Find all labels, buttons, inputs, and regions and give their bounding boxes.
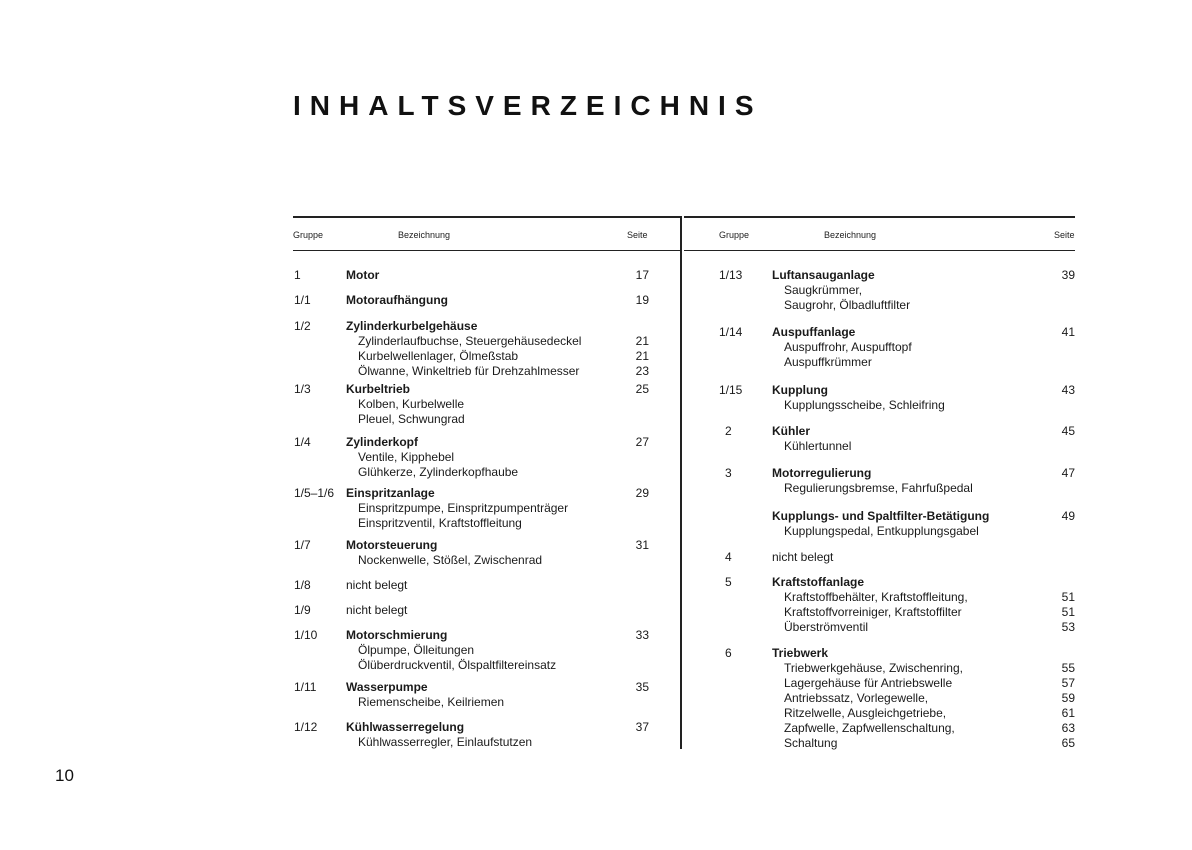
subitem-page: 61: [1061, 706, 1075, 720]
entry-title: Kühler: [772, 424, 811, 438]
entry-subitem: Pleuel, Schwungrad: [358, 412, 465, 426]
entry-group: 1/12: [294, 720, 318, 734]
subitem-page: 65: [1061, 736, 1075, 750]
entry-subitem: Einspritzventil, Kraftstoffleitung: [358, 516, 522, 530]
subitem-page: 51: [1061, 590, 1075, 604]
entry-subitem: Ritzelwelle, Ausgleichgetriebe,: [784, 706, 947, 720]
header-name-right: Bezeichnung: [824, 230, 877, 240]
entry-subitem: Schaltung: [784, 736, 838, 750]
entry-subitem: Triebwerkgehäuse, Zwischenring,: [784, 661, 963, 675]
entry-subitem: Kupplungspedal, Entkupplungsgabel: [784, 524, 979, 538]
entry-page: 41: [1061, 325, 1075, 339]
entry-page: 45: [1061, 424, 1075, 438]
entry-page: 37: [635, 720, 649, 734]
entry-title: Kühlwasserregelung: [346, 720, 465, 734]
header-group-left: Gruppe: [293, 230, 324, 240]
entry-subitem: Glühkerze, Zylinderkopfhaube: [358, 465, 519, 479]
entry-group: 2: [725, 424, 732, 438]
entry-title: Kupplung: [772, 383, 828, 397]
entry-subitem: Regulierungsbremse, Fahrfußpedal: [784, 481, 973, 495]
entry-title: Motorschmierung: [346, 628, 448, 642]
entry-group: 1/1: [294, 293, 311, 307]
entry-subitem: Saugrohr, Ölbadluftfilter: [784, 298, 911, 312]
header-rule-right: [684, 250, 1075, 251]
entry-title: Motor: [346, 268, 380, 282]
entry-group: 1/11: [294, 680, 317, 694]
entry-subitem: Zapfwelle, Zapfwellenschaltung,: [784, 721, 955, 735]
entry-group: 1/7: [294, 538, 311, 552]
entry-group: 1/3: [294, 382, 311, 396]
entry-title: Motorregulierung: [772, 466, 872, 480]
entry-title: Einspritzanlage: [346, 486, 435, 500]
entry-subitem: Zylinderlaufbuchse, Steuergehäusedeckel: [358, 334, 582, 348]
subitem-page: 55: [1061, 661, 1075, 675]
entry-subitem: Kupplungsscheibe, Schleifring: [784, 398, 945, 412]
entry-group: 5: [725, 575, 732, 589]
entry-page: 33: [635, 628, 649, 642]
entry-title: Triebwerk: [772, 646, 829, 660]
entry-subitem: Kurbelwellenlager, Ölmeßstab: [358, 349, 519, 363]
subitem-page: 53: [1061, 620, 1075, 634]
entry-title: Auspuffanlage: [772, 325, 856, 339]
entry-page: 27: [635, 435, 649, 449]
entry-subitem: Überströmventil: [784, 620, 869, 634]
entry-subitem: Nockenwelle, Stößel, Zwischenrad: [358, 553, 543, 567]
entry-group: 1: [294, 268, 301, 282]
entry-title: nicht belegt: [346, 603, 408, 617]
entry-subitem: Kühlwasserregler, Einlaufstutzen: [358, 735, 533, 749]
entry-subitem: Kraftstoffbehälter, Kraftstoffleitung,: [784, 590, 968, 604]
entry-title: Wasserpumpe: [346, 680, 428, 694]
entry-group: 3: [725, 466, 732, 480]
entry-group: 1/9: [294, 603, 311, 617]
entry-page: 19: [635, 293, 649, 307]
entry-subitem: Kühlertunnel: [784, 439, 852, 453]
subitem-page: 57: [1061, 676, 1075, 690]
entry-group: 1/14: [719, 325, 743, 339]
subitem-page: 51: [1061, 605, 1075, 619]
entry-title: Motoraufhängung: [346, 293, 448, 307]
header-page-left: Seite: [627, 230, 648, 240]
entry-page: 35: [635, 680, 649, 694]
entry-page: 29: [635, 486, 649, 500]
entry-subitem: Antriebssatz, Vorlegewelle,: [784, 691, 929, 705]
entry-subitem: Kolben, Kurbelwelle: [358, 397, 465, 411]
page-number: 10: [55, 766, 74, 785]
entry-subitem: Ölüberdruckventil, Ölspaltfiltereinsatz: [358, 658, 557, 672]
entry-group: 1/13: [719, 268, 743, 282]
header-rule-left: [293, 250, 680, 251]
entry-title: Kurbeltrieb: [346, 382, 411, 396]
entry-group: 4: [725, 550, 732, 564]
entry-title: Kraftstoffanlage: [772, 575, 865, 589]
entry-subitem: Lagergehäuse für Antriebswelle: [784, 676, 953, 690]
entry-page: 17: [635, 268, 649, 282]
entry-page: 47: [1061, 466, 1075, 480]
entry-subitem: Einspritzpumpe, Einspritzpumpenträger: [358, 501, 569, 515]
entry-subitem: Auspuffkrümmer: [784, 355, 872, 369]
subitem-page: 23: [635, 364, 649, 378]
subitem-page: 59: [1061, 691, 1075, 705]
top-rule-left: [293, 216, 680, 218]
header-page-right: Seite: [1054, 230, 1075, 240]
entry-group: 1/2: [294, 319, 311, 333]
entry-group: 1/10: [294, 628, 318, 642]
subitem-page: 21: [635, 349, 649, 363]
entry-title: nicht belegt: [346, 578, 408, 592]
entry-group: 1/8: [294, 578, 311, 592]
entry-subitem: Ölwanne, Winkeltrieb für Drehzahlmesser: [358, 364, 580, 378]
entry-group: 1/4: [294, 435, 311, 449]
entry-group: 1/5–1/6: [294, 486, 335, 500]
entry-title: Zylinderkopf: [346, 435, 419, 449]
entry-subitem: Ventile, Kipphebel: [358, 450, 455, 464]
entry-page: 31: [635, 538, 649, 552]
page-title: INHALTSVERZEICHNIS: [293, 90, 763, 121]
entry-title: nicht belegt: [772, 550, 834, 564]
entry-title: Luftansauganlage: [772, 268, 875, 282]
entry-subitem: Saugkrümmer,: [784, 283, 863, 297]
entry-page: 43: [1061, 383, 1075, 397]
entry-title: Kupplungs- und Spaltfilter-Betätigung: [772, 509, 990, 523]
header-name-left: Bezeichnung: [398, 230, 451, 240]
entry-subitem: Kraftstoffvorreiniger, Kraftstoffilter: [784, 605, 962, 619]
top-rule-right: [684, 216, 1075, 218]
entry-page: 25: [635, 382, 649, 396]
subitem-page: 21: [635, 334, 649, 348]
entry-group: 6: [725, 646, 732, 660]
entry-subitem: Riemenscheibe, Keilriemen: [358, 695, 505, 709]
entry-title: Zylinderkurbelgehäuse: [346, 319, 478, 333]
entry-group: 1/15: [719, 383, 743, 397]
entry-subitem: Auspuffrohr, Auspufftopf: [784, 340, 912, 354]
subitem-page: 63: [1061, 721, 1075, 735]
entry-title: Motorsteuerung: [346, 538, 438, 552]
column-divider: [680, 216, 682, 749]
entry-page: 39: [1061, 268, 1075, 282]
header-group-right: Gruppe: [719, 230, 750, 240]
entry-subitem: Ölpumpe, Ölleitungen: [358, 643, 475, 657]
entry-page: 49: [1061, 509, 1075, 523]
